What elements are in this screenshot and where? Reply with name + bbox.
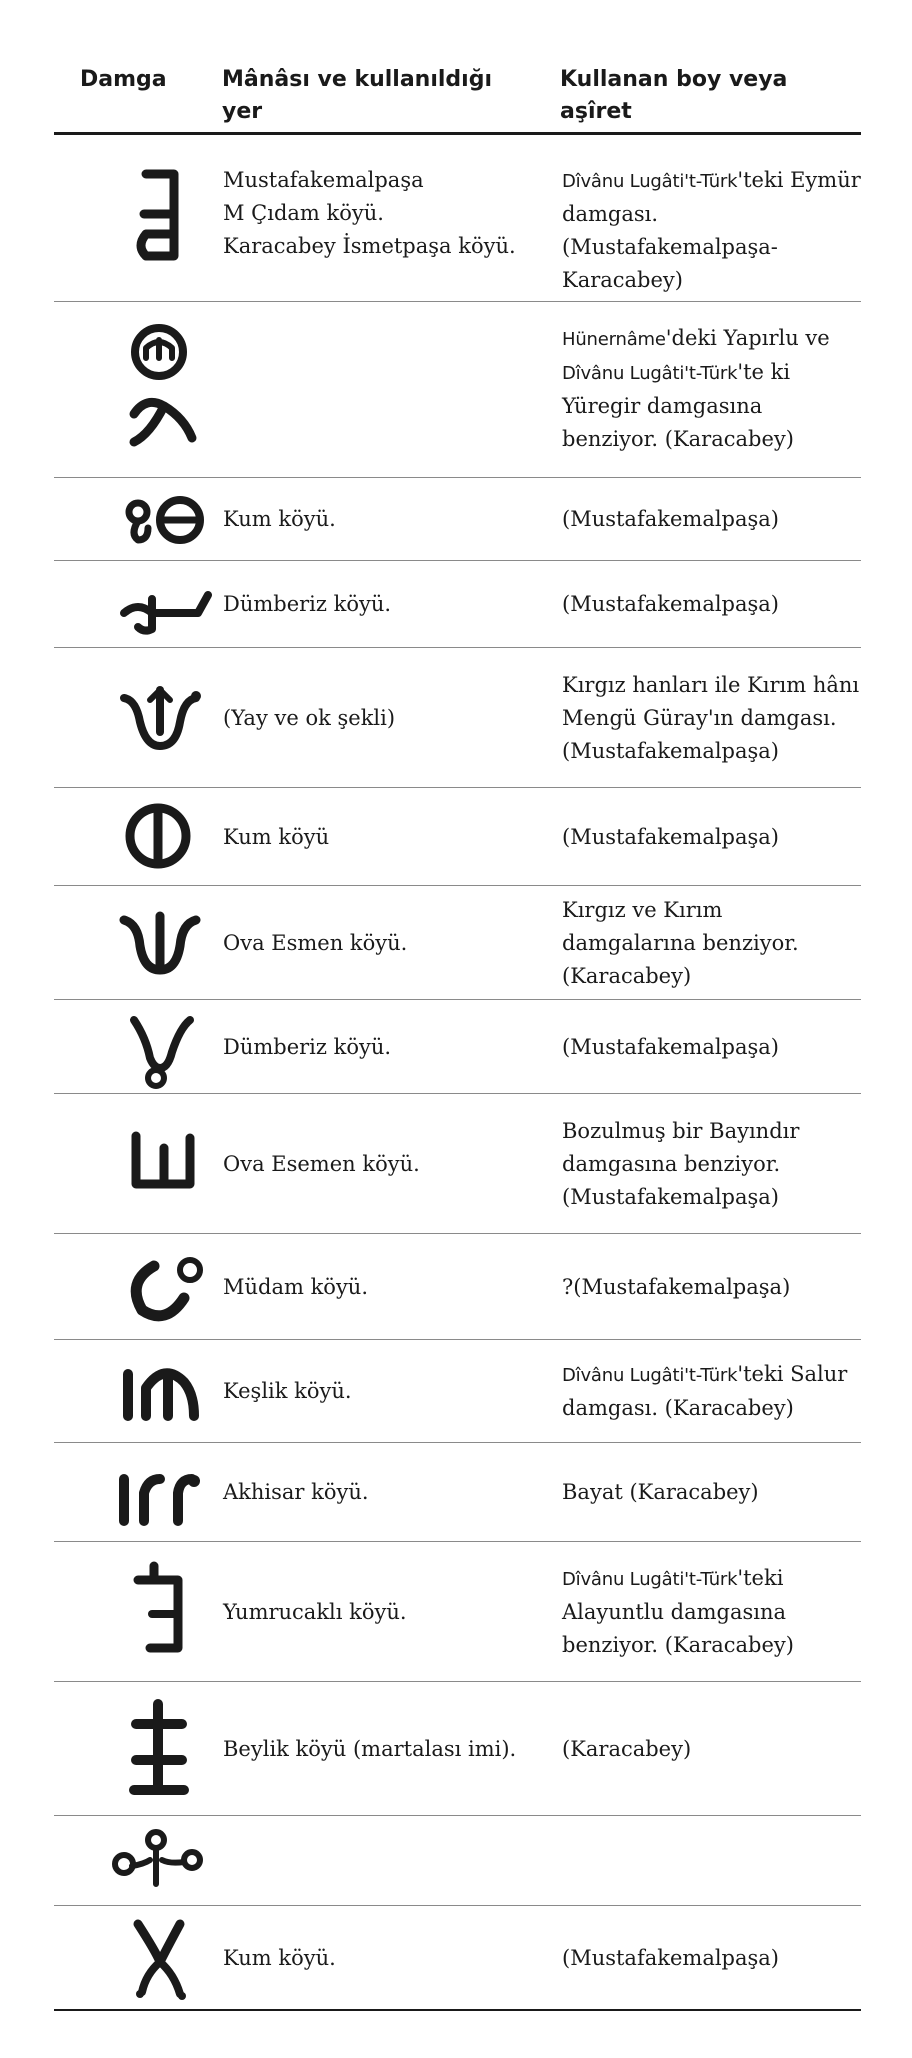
table-row bbox=[54, 1906, 861, 2011]
tribe-text: 'te ki Yüregir damgasına benziyor. (Karacabey) bbox=[562, 360, 794, 451]
cell-tribe bbox=[562, 1733, 862, 1766]
damga-trident-icon bbox=[94, 898, 214, 988]
cell-meaning: (Yay ve ok şekli) bbox=[223, 705, 396, 730]
damga-three-hooks-icon bbox=[94, 1459, 214, 1529]
header-tribe: Kullanan boy veya aşîret bbox=[560, 67, 788, 124]
tribe-text: (Mustafakemalpaşa) bbox=[562, 1034, 780, 1059]
source-title: Dîvânu Lugâti't-Türk bbox=[562, 1365, 738, 1386]
cell-tribe bbox=[562, 588, 862, 621]
tribe-text: (Mustafakemalpaşa) bbox=[562, 824, 780, 849]
tribe-text: Bayat (Karacabey) bbox=[562, 1480, 759, 1504]
table-row bbox=[54, 1443, 861, 1542]
tribe-text: (Mustafakemalpaşa) bbox=[562, 507, 780, 531]
cell-tribe bbox=[562, 894, 862, 993]
damga-cross-bars-icon bbox=[94, 1694, 214, 1804]
damga-hook-line-icon bbox=[94, 577, 214, 637]
tribe-text: Bozulmuş bir Bayındır damgasına benziyor. (Mustafakemalpaşa) bbox=[562, 1118, 800, 1209]
source-title: Dîvânu Lugâti't-Türk bbox=[562, 363, 738, 384]
cell-meaning: Dümberiz köyü. bbox=[223, 1034, 392, 1059]
cell-meaning: Mustafakemalpaşa M Çıdam köyü. Karacabey İsmetpaşa köyü. bbox=[223, 168, 516, 258]
source-title: Dîvânu Lugâti't-Türk bbox=[562, 171, 738, 192]
tribe-text: (Karacabey) bbox=[562, 1736, 692, 1761]
tribe-text: (Mustafakemalpaşa) bbox=[562, 1945, 780, 1970]
header-damga: Damga bbox=[80, 67, 167, 92]
cell-tribe bbox=[562, 669, 862, 768]
tribe-text: 'deki Yapırlu ve bbox=[665, 326, 830, 350]
table-row bbox=[54, 1094, 861, 1234]
table-header bbox=[0, 0, 912, 134]
table-row bbox=[54, 1000, 861, 1094]
tribe-text: Kırgız ve Kırım damgalarına benziyor. (Karacabey) bbox=[562, 897, 799, 988]
cell-tribe bbox=[562, 1115, 862, 1214]
cell-meaning: Beylik köyü (martalası imi). bbox=[223, 1736, 517, 1761]
damga-bar-arch-icon bbox=[94, 1358, 214, 1428]
cell-meaning: Akhisar köyü. bbox=[223, 1480, 369, 1504]
cell-meaning: Kum köyü. bbox=[223, 1945, 336, 1970]
tribe-text: Kırgız hanları ile Kırım hânı Mengü Güray'ın damgası. (Mustafakemalpaşa) bbox=[562, 672, 860, 763]
damga-circle-bar-icon bbox=[94, 796, 214, 876]
tribe-text: (Mustafakemalpaşa) bbox=[562, 592, 780, 616]
damga-three-bar-icon bbox=[94, 1118, 214, 1198]
cell-meaning: Yumrucaklı köyü. bbox=[223, 1599, 407, 1624]
damga-cup-loop-icon bbox=[94, 1006, 214, 1096]
cell-tribe bbox=[562, 821, 862, 854]
cell-meaning: Keşlik köyü. bbox=[223, 1379, 352, 1403]
table-row bbox=[54, 788, 861, 886]
header-meaning: Mânâsı ve kullanıldığı yer bbox=[222, 67, 493, 124]
cell-tribe bbox=[562, 1271, 862, 1304]
cell-meaning: Müdam köyü. bbox=[223, 1274, 369, 1299]
cell-tribe bbox=[562, 322, 862, 456]
damga-knot-icon bbox=[94, 1824, 214, 1894]
damga-circle-hook-icon bbox=[94, 314, 214, 464]
damga-x-hooks-icon bbox=[94, 1912, 214, 2002]
table-row bbox=[54, 478, 861, 561]
cell-tribe bbox=[562, 164, 862, 297]
table-row bbox=[54, 1682, 861, 1816]
cell-tribe bbox=[562, 1476, 862, 1509]
cell-tribe bbox=[562, 1358, 862, 1425]
table-row bbox=[54, 1542, 861, 1682]
table-row bbox=[54, 648, 861, 788]
cell-tribe bbox=[562, 1562, 862, 1662]
damga-bow-arrow-icon bbox=[94, 670, 214, 760]
damga-loop-circle-icon bbox=[94, 490, 214, 550]
source-title: Hünernâme bbox=[562, 329, 666, 350]
cell-tribe bbox=[562, 1031, 862, 1064]
tribe-text: 'teki Salur damgası. (Karacabey) bbox=[562, 1362, 848, 1420]
tribe-text: 'teki Alayuntlu damgasına benziyor. (Karacabey) bbox=[562, 1566, 794, 1657]
damga-hook-circle-icon bbox=[94, 1242, 214, 1332]
damga-stacked-e-icon bbox=[94, 1548, 214, 1668]
table-row bbox=[54, 1816, 861, 1906]
damga-e-shape-icon bbox=[94, 156, 214, 276]
table-row bbox=[54, 1234, 861, 1340]
tribe-text: 'teki Eymür damgası. (Mustafakemalpaşa-Karacabey) bbox=[562, 168, 861, 292]
cell-meaning: Ova Esemen köyü. bbox=[223, 1151, 420, 1176]
table-row bbox=[54, 134, 861, 302]
table-row bbox=[54, 561, 861, 648]
table-row bbox=[54, 302, 861, 478]
cell-meaning: Ova Esmen köyü. bbox=[223, 930, 408, 955]
cell-meaning: Kum köyü bbox=[223, 824, 330, 849]
cell-meaning: Dümberiz köyü. bbox=[223, 592, 392, 616]
table-row bbox=[54, 1340, 861, 1443]
cell-tribe bbox=[562, 1942, 862, 1975]
tribe-text: ?(Mustafakemalpaşa) bbox=[562, 1274, 791, 1299]
cell-tribe bbox=[562, 503, 862, 536]
source-title: Dîvânu Lugâti't-Türk bbox=[562, 1569, 738, 1590]
table-row bbox=[54, 886, 861, 1000]
cell-meaning: Kum köyü. bbox=[223, 507, 336, 531]
